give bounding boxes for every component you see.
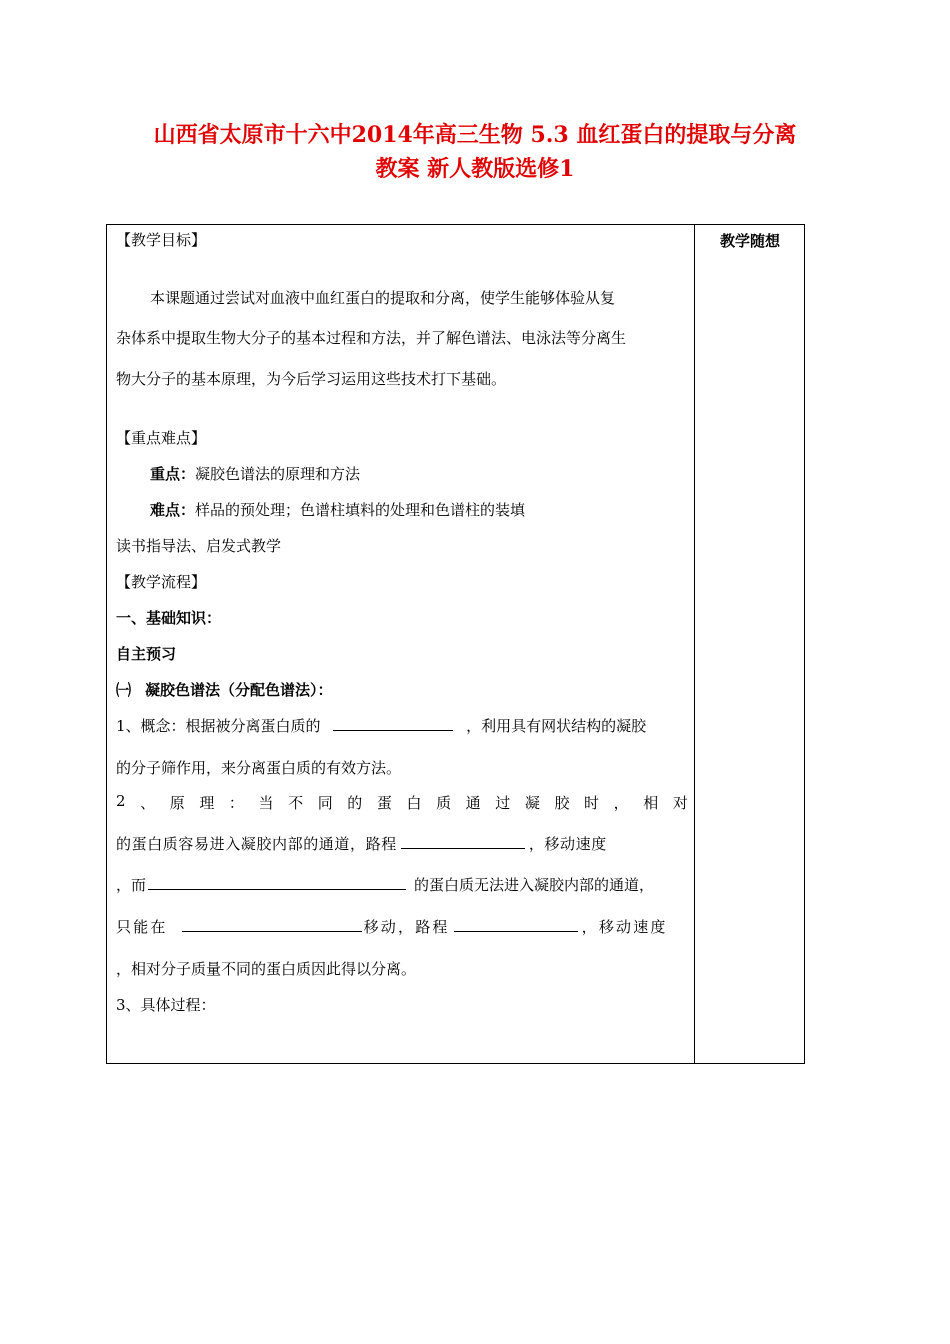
principle-line bbox=[116, 792, 688, 813]
principle-text-3a: ，而 bbox=[116, 876, 147, 894]
section-basic-knowledge: 一、基础知识： bbox=[116, 609, 222, 627]
principle-text-4a: 只能在 bbox=[116, 918, 168, 936]
principle-char: 原 bbox=[169, 794, 185, 812]
principle-text-3b: 的蛋白质无法进入凝胶内部的通道， bbox=[414, 876, 655, 894]
side-column-header: 教学随想 bbox=[719, 232, 780, 250]
principle-char: 白 bbox=[406, 794, 422, 812]
objectives-line-3: 物大分子的基本原理，为今后学习运用这些技术打下基础。 bbox=[116, 370, 507, 388]
concept-text-a: 1、概念：根据被分离蛋白质的 bbox=[116, 717, 321, 735]
principle-char: 、 bbox=[140, 794, 156, 812]
difficult-point bbox=[150, 499, 722, 520]
principle-char: 胶 bbox=[554, 794, 570, 812]
path-blank-1[interactable] bbox=[401, 834, 525, 849]
concept-text-b: ，利用具有网状结构的凝胶 bbox=[466, 717, 647, 735]
principle-line-2 bbox=[116, 833, 688, 854]
objectives-line-1: 本课题通过尝试对血液中血红蛋白的提取和分离，使学生能够体验从复 bbox=[150, 289, 616, 307]
principle-text-4b: 移动，路程 bbox=[363, 918, 450, 936]
principle-char: ： bbox=[228, 794, 244, 812]
molecule-size-blank[interactable] bbox=[148, 875, 406, 890]
principle-char: 过 bbox=[495, 794, 511, 812]
principle-line-3 bbox=[116, 874, 688, 895]
key-point bbox=[150, 463, 722, 484]
title-line-1: 山西省太原市十六中2014年高三生物 5.3 血红蛋白的提取与分离 bbox=[153, 122, 797, 148]
principle-char: 2 bbox=[116, 792, 126, 810]
principle-char: 对 bbox=[672, 794, 688, 812]
path-blank-2[interactable] bbox=[454, 917, 578, 932]
title-line-2: 教案 新人教版选修1 bbox=[375, 156, 575, 182]
item-title: 凝胶色谱法（分配色谱法）： bbox=[145, 681, 333, 699]
principle-text-4c: ，移动速度 bbox=[581, 918, 668, 936]
principle-char: 质 bbox=[436, 794, 452, 812]
principle-line-4 bbox=[116, 916, 688, 937]
principle-char: 同 bbox=[317, 794, 333, 812]
principle-char: 通 bbox=[465, 794, 481, 812]
principle-char: 相 bbox=[643, 794, 659, 812]
concept-blank[interactable] bbox=[333, 716, 453, 731]
principle-char: 当 bbox=[258, 794, 274, 812]
process-heading: 3、具体过程： bbox=[116, 996, 216, 1014]
principle-char: 不 bbox=[288, 794, 304, 812]
key-text: 凝胶色谱法的原理和方法 bbox=[195, 465, 361, 483]
key-label: 重点： bbox=[150, 465, 196, 483]
difficult-label: 难点： bbox=[150, 501, 196, 519]
principle-char: 蛋 bbox=[376, 794, 392, 812]
keypoints-heading: 【重点难点】 bbox=[116, 429, 207, 447]
principle-line-5: ，相对分子质量不同的蛋白质因此得以分离。 bbox=[116, 960, 417, 978]
principle-char: 理 bbox=[199, 794, 215, 812]
objectives-line-2: 杂体系中提取生物大分子的基本过程和方法，并了解色谱法、电泳法等分离生 bbox=[116, 329, 627, 347]
item-marker: ㈠ bbox=[116, 681, 132, 699]
flow-heading: 【教学流程】 bbox=[116, 573, 207, 591]
concept-line-2: 的分子筛作用，来分离蛋白质的有效方法。 bbox=[116, 759, 402, 777]
objectives-heading: 【教学目标】 bbox=[116, 231, 207, 249]
difficult-text: 样品的预处理；色谱柱填料的处理和色谱柱的装填 bbox=[195, 501, 526, 519]
principle-char: 的 bbox=[347, 794, 363, 812]
principle-text-2b: ，移动速度 bbox=[528, 835, 607, 853]
location-blank[interactable] bbox=[182, 917, 362, 932]
preview-heading: 自主预习 bbox=[116, 645, 177, 663]
gel-chromatography-heading bbox=[116, 679, 688, 700]
principle-char: ， bbox=[613, 794, 629, 812]
teaching-method: 读书指导法、启发式教学 bbox=[116, 537, 282, 555]
principle-char: 时 bbox=[584, 794, 600, 812]
principle-text-2a: 的蛋白质容易进入凝胶内部的通道，路程 bbox=[116, 835, 397, 853]
concept-line bbox=[116, 715, 688, 736]
principle-char: 凝 bbox=[524, 794, 540, 812]
